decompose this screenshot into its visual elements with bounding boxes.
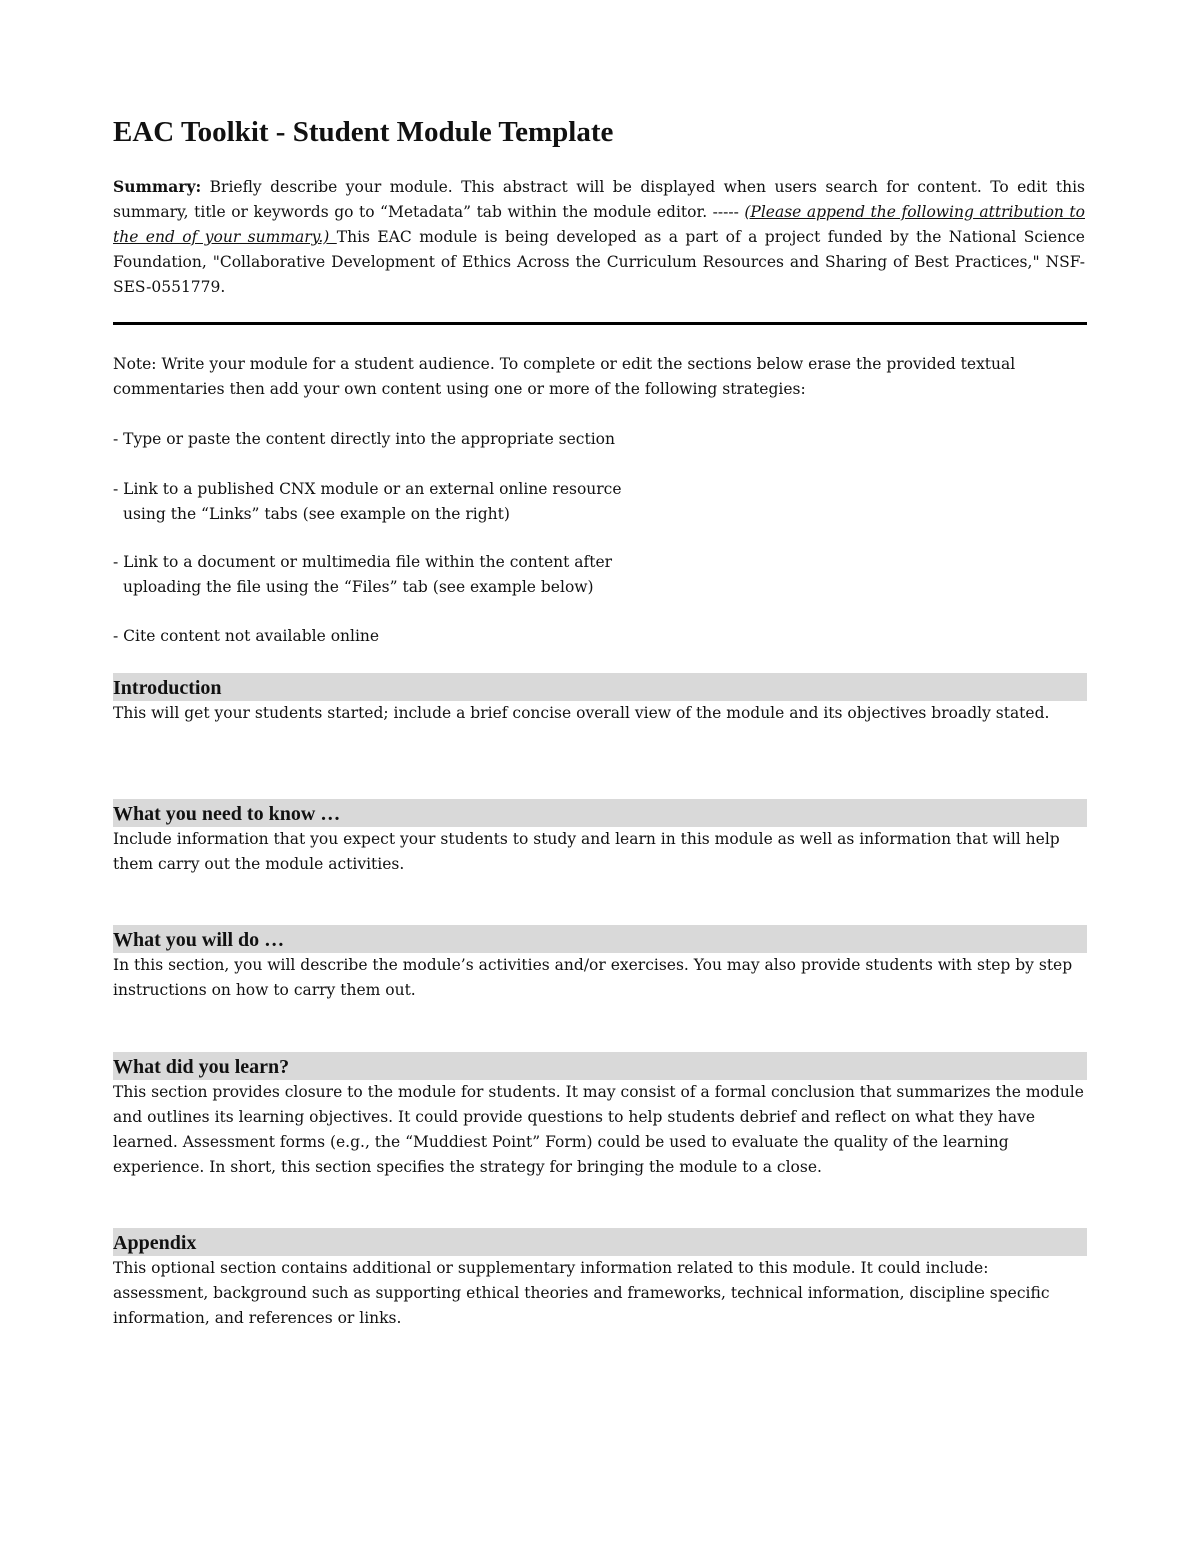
- strategy-item: [113, 550, 813, 600]
- summary-paragraph: [113, 174, 1085, 300]
- strategy-line-continued: using the “Links” tabs (see example on the right): [123, 505, 510, 523]
- section-body: This optional section contains additional or supplementary information related to this module. It could include: assessment, background such as supporting ethical theories and frameworks, technical information, discipline specific information, and references or links.: [113, 1259, 1050, 1327]
- strategy-line: - Type or paste the content directly into the appropriate section: [113, 430, 615, 448]
- section-heading: Introduction: [113, 673, 1087, 701]
- section-what-did-you-learn: [113, 1052, 1087, 1180]
- strategy-item: [113, 624, 813, 649]
- section-body: Include information that you expect your students to study and learn in this module as well as information that will help them carry out the module activities.: [113, 830, 1060, 873]
- attribution-note: (Please append the following attribution to the end of your summary.): [113, 203, 1085, 246]
- section-heading: What did you learn?: [113, 1052, 1087, 1080]
- horizontal-rule: [113, 322, 1087, 325]
- strategy-line-continued: uploading the file using the “Files” tab (see example below): [123, 578, 594, 596]
- section-body: This will get your students started; include a brief concise overall view of the module and its objectives broadly stated.: [113, 704, 1050, 722]
- summary-label: Summary:: [113, 177, 202, 196]
- summary-text: Briefly describe your module. This abstract will be displayed when users search for content. To edit this summary, title or keywords go to “Metadata” tab within the module editor. -----: [113, 178, 1085, 221]
- section-what-you-will-do: [113, 925, 1087, 1003]
- attribution-text: This EAC module is being developed as a part of a project funded by the National Science Foundation, "Collaborative Development of Ethics Across the Curriculum Resources and Sharing of Best Practices," NSF-SES-0551779.: [113, 228, 1085, 296]
- strategy-item: [113, 477, 813, 527]
- document-title: EAC Toolkit - Student Module Template: [113, 116, 614, 148]
- strategy-line: - Cite content not available online: [113, 627, 380, 645]
- section-body: This section provides closure to the module for students. It may consist of a formal conclusion that summarizes the module and outlines its learning objectives. It could provide questions to help students debrief and reflect on what they have learned. Assessment forms (e.g., the “Muddiest Point” Form) could be used to evaluate the quality of the learning experience. In short, this section specifies the strategy for bringing the module to a close.: [113, 1083, 1084, 1176]
- strategy-line: - Link to a published CNX module or an external online resource: [113, 480, 622, 498]
- section-what-you-need-to-know: [113, 799, 1087, 877]
- section-heading: Appendix: [113, 1228, 1087, 1256]
- section-appendix: [113, 1228, 1087, 1331]
- section-introduction: [113, 673, 1087, 726]
- section-heading: What you will do …: [113, 925, 1087, 953]
- strategy-item: [113, 427, 813, 452]
- strategy-line: - Link to a document or multimedia file within the content after: [113, 553, 613, 571]
- note-paragraph: Note: Write your module for a student audience. To complete or edit the sections below erase the provided textual commentaries then add your own content using one or more of the following strategies:: [113, 355, 1016, 398]
- section-body: In this section, you will describe the module’s activities and/or exercises. You may also provide students with step by step instructions on how to carry them out.: [113, 956, 1073, 999]
- section-heading: What you need to know …: [113, 799, 1087, 827]
